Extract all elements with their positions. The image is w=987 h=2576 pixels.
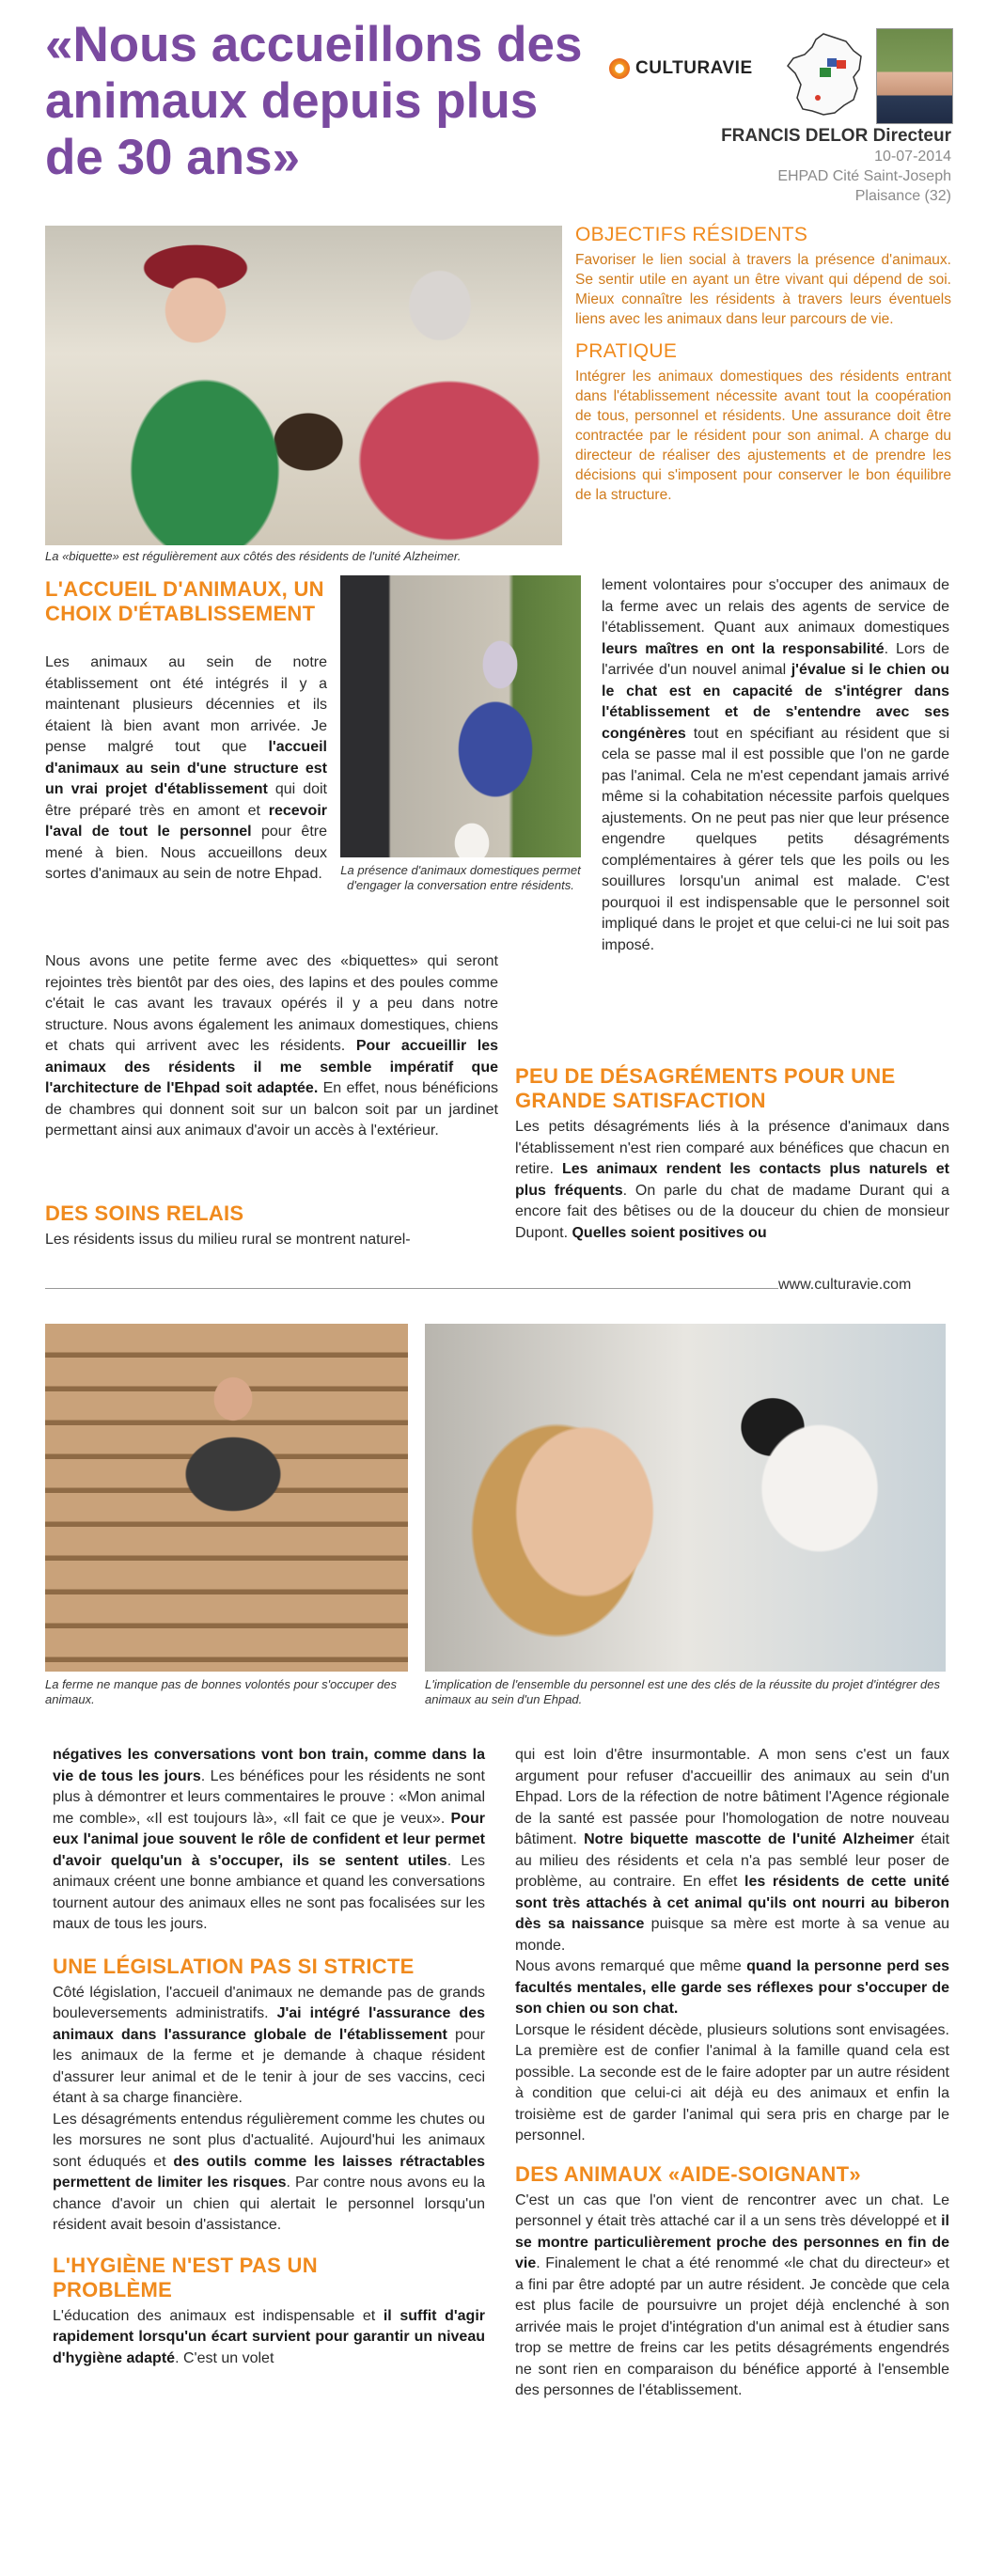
section2-heading: DES SOINS RELAIS <box>45 1202 244 1225</box>
sidebar-box <box>575 224 951 516</box>
photo-residents-goat <box>45 226 562 545</box>
section2-block <box>45 1202 498 1251</box>
sidebar-text-objectives: Favoriser le lien social à travers la présence d'animaux. Se sentir utile en ayant un être vivant qui dépend de soi. Mieux connaître les résidents à travers leurs éventuels liens avec les animaux dans leur parcours de vie. <box>575 252 951 327</box>
bottom-left-paragraph1: négatives les conversations vont bon train, comme dans la vie de tous les jours. Les bénéfices pour les résidents ne sont plus à démontrer et leurs commentaires le prouve : «Mon animal me comble», «Il est toujours là», «Il fait ce que je veux». Pour eux l'animal joue souvent le rôle de confident et leur permet d'avoir quelqu'un à s'occuper, ils se sentent utiles. Les animaux créent une bonne ambiance et quand les conversations tournent autour des animaux elles ne sont pas focalisées sur les maux de tous les jours. <box>53 1747 486 1932</box>
author-portrait <box>876 28 953 124</box>
photo4-caption: L'implication de l'ensemble du personnel est une des clés de la réussite du projet d'intégrer des animaux au sein d'un Ehpad. <box>425 1677 940 1706</box>
sidebar-heading-practice: PRATIQUE <box>575 340 678 362</box>
bottom-right-paragraph3: Lorsque le résident décède, plusieurs solutions sont envisagées. La première est de confier l'animal à la famille quand cela est possible. La seconde est de le faire adopter par un autre résident à condition que celui-ci ait déjà eu des animaux et enfin la troisième est de garder l'animal qui sera pris en charge par le personnel. <box>515 2021 949 2144</box>
culturavie-logo-icon <box>609 58 630 79</box>
legislation-heading: UNE LÉGISLATION PAS SI STRICTE <box>53 1954 415 1978</box>
institution-name: EHPAD Cité Saint-Joseph <box>777 168 951 184</box>
sidebar-heading-objectives: OBJECTIFS RÉSIDENTS <box>575 224 808 245</box>
photo1-caption: La «biquette» est régulièrement aux côtés des résidents de l'unité Alzheimer. <box>45 549 462 563</box>
author-block <box>721 126 951 206</box>
section1-col-narrow <box>45 652 327 886</box>
bottom-right-column <box>515 1745 949 2402</box>
col2-paragraph2: Les petits désagréments liés à la présence d'animaux dans l'établissement n'est rien comparé aux bénéfices que chacun en retire. Les animaux rendent les contacts plus naturels et plus fréquents. On parle du chat de madame Durant qui a encore fait des bêtises ou de la douceur du chien de monsieur Dupont. Quelles soient positives ou <box>515 1119 950 1241</box>
culturavie-brand <box>609 58 753 79</box>
hygiene-paragraph: L'éducation des animaux est indispensable et il suffit d'agir rapidement lorsqu'un écart survient pour garantir un niveau d'hygiène adapté. C'est un volet <box>53 2307 486 2366</box>
photo2-caption: La présence d'animaux domestiques permet d'engager la conversation entre résidents. <box>340 863 581 892</box>
col2-top <box>602 575 949 956</box>
section1-paragraph2: Nous avons une petite ferme avec des «biquettes» qui seront rejointes très bientôt par des oies, des lapins et des poules comme c'était le cas avant les travaux opérés il y a peu dans notre structure. Nous avons également les animaux domestiques, chiens et chats qui arrivent avec les résidents. Pour accueillir les animaux des résidents il me semble impératif que l'architecture de l'Ehpad soit adaptée. En effet, nous bénéficions de chambres qui donnent soit sur un balcon soit par un jardinet permettant ainsi aux animaux d'avoir un accès à l'extérieur. <box>45 953 499 1139</box>
aide-soignant-heading: DES ANIMAUX «AIDE-SOIGNANT» <box>515 2161 861 2186</box>
legislation-paragraph: Côté législation, l'accueil d'animaux ne demande pas de grands bouleversements administratifs. J'ai intégré l'assurance des animaux dans l'assurance globale de l'établissement pour les animaux de la ferme et je demande à chaque résident d'assurer leur animal et de le tenir à jour de ses vaccins, ceci étant à sa charge financière. <box>53 1984 485 2106</box>
article-date: 10-07-2014 <box>874 149 951 165</box>
photo-resident-dog <box>340 575 581 857</box>
col2-heading: PEU DE DÉSAGRÉMENTS POUR UNE GRANDE SATISFACTION <box>515 1064 896 1112</box>
photo-farm <box>45 1324 408 1672</box>
brand-name: CULTURAVIE <box>635 58 753 78</box>
france-map-icon <box>778 28 872 122</box>
col2-bottom <box>515 1064 949 1244</box>
section1-col-wide <box>45 951 498 1142</box>
sidebar-text-practice: Intégrer les animaux domestiques des résidents entrant dans l'établissement nécessite avant tout la coopération de tous, personnel et résidents. Une assurance doit être contractée par le résident pour son animal. A charge du directeur de réaliser des ajustements et de prendre les décisions qui s'imposent pour conserver le bon équilibre de la structure. <box>575 369 951 503</box>
risks-paragraph: Les désagréments entendus régulièrement comme les chutes ou les morsures ne sont plus d'actualité. Aujourd'hui les animaux sont éduqués et des outils comme les laisses rétractables permettent de limiter les risques. Par contre nous avons eu la chance d'avoir un chien qui alertait le personnel lorsqu'un résident avait besoin d'assistance. <box>53 2111 486 2233</box>
bottom-right-paragraph1: qui est loin d'être insurmontable. A mon sens c'est un faux argument pour refuser d'accueillir des animaux au sein d'un Ehpad. Lors de la réfection de notre bâtiment l'Agence régionale de la santé est passée pour l'homologation de notre nouveau bâtiment. Notre biquette mascotte de l'unité Alzheimer était au milieu des résidents et cela n'a pas semblé leur poser de problème, au contraire. En effet les résidents de cette unité sont très attachés à cet animal qu'ils ont nourri au biberon dès sa naissance puisque sa mère est morte à sa venue au monde. <box>515 1747 950 1954</box>
footer-rule <box>45 1288 778 1289</box>
bottom-left-column <box>53 1745 485 2369</box>
col2-paragraph1: lement volontaires pour s'occuper des animaux de la ferme avec un relais des agents de service de l'établissement. Quant aux animaux domestiques leurs maîtres en ont la responsabilité. Lors de l'arrivée d'un nouvel animal j'évalue si le chien ou le chat est en capacité de s'intégrer dans l'établissement et de s'entendre avec ses congénères tout en spécifiant au résident que si cela se passe mal il est possible que l'on ne garde pas l'animal. Cela ne m'est cependant jamais arrivé même si la cohabitation nécessite parfois quelques ajustements. On ne peut pas nier que leur présence engendre quelques petits désagréments complémentaires à gérer tels que les poils ou les souillures lorsqu'un animal est malade. C'est pourquoi il est indispensable que le personnel soit impliqué dans le projet et que celui-ci ne lui soit pas imposé. <box>602 577 949 953</box>
section1-paragraph1: Les animaux au sein de notre établissement ont été intégrés il y a maintenant plusieurs décennies et ils étaient là bien avant mon arrivée. Je pense malgré tout que l'accueil d'animaux au sein d'une structure est un vrai projet d'établissement qui doit être préparé très en amont et recevoir l'aval de tout le personnel pour être mené à bien. Nous accueillons deux sortes d'animaux au sein de notre Ehpad. <box>45 654 327 882</box>
section1-heading: L'ACCUEIL D'ANIMAUX, UN CHOIX D'ÉTABLISSEMENT <box>45 577 324 625</box>
bottom-right-paragraph2: Nous avons remarqué que même quand la personne perd ses facultés mentales, elle garde ses réflexes pour s'occuper de son chien ou son chat. <box>515 1958 949 2017</box>
photo3-caption: La ferme ne manque pas de bonnes volontés pour s'occuper des animaux. <box>45 1677 397 1706</box>
hygiene-heading: L'HYGIÈNE N'EST PAS UN PROBLÈME <box>53 2253 318 2301</box>
article-title: «Nous accueillons des animaux depuis plus de 30 ans» <box>45 17 583 185</box>
website-link[interactable]: www.culturavie.com <box>778 1277 912 1293</box>
author-name: FRANCIS DELOR Directeur <box>721 126 951 146</box>
photo-staff-lamb <box>425 1324 946 1672</box>
section1-heading-block <box>45 577 327 626</box>
aide-soignant-paragraph: C'est un cas que l'on vient de rencontrer avec un chat. Le personnel y était très attaché car il a un sens très développé et il se montre particulièrement proche des personnes en fin de vie. Finalement le chat a été renommé «le chat du directeur» et a fini par être adopté par un autre résident. Je concède que cela est plus facile de poursuivre un projet déjà enclenché à son arrivée mais le projet d'intégration d'un animal est à étudier sans trop se mettre de freins car les petits désagréments engendrés ne sont rien en comparaison du bénéfice apporté à l'ensemble des personnes de l'établissement. <box>515 2191 949 2398</box>
section2-paragraph: Les résidents issus du milieu rural se montrent naturel- <box>45 1232 411 1248</box>
institution-place: Plaisance (32) <box>854 188 951 204</box>
